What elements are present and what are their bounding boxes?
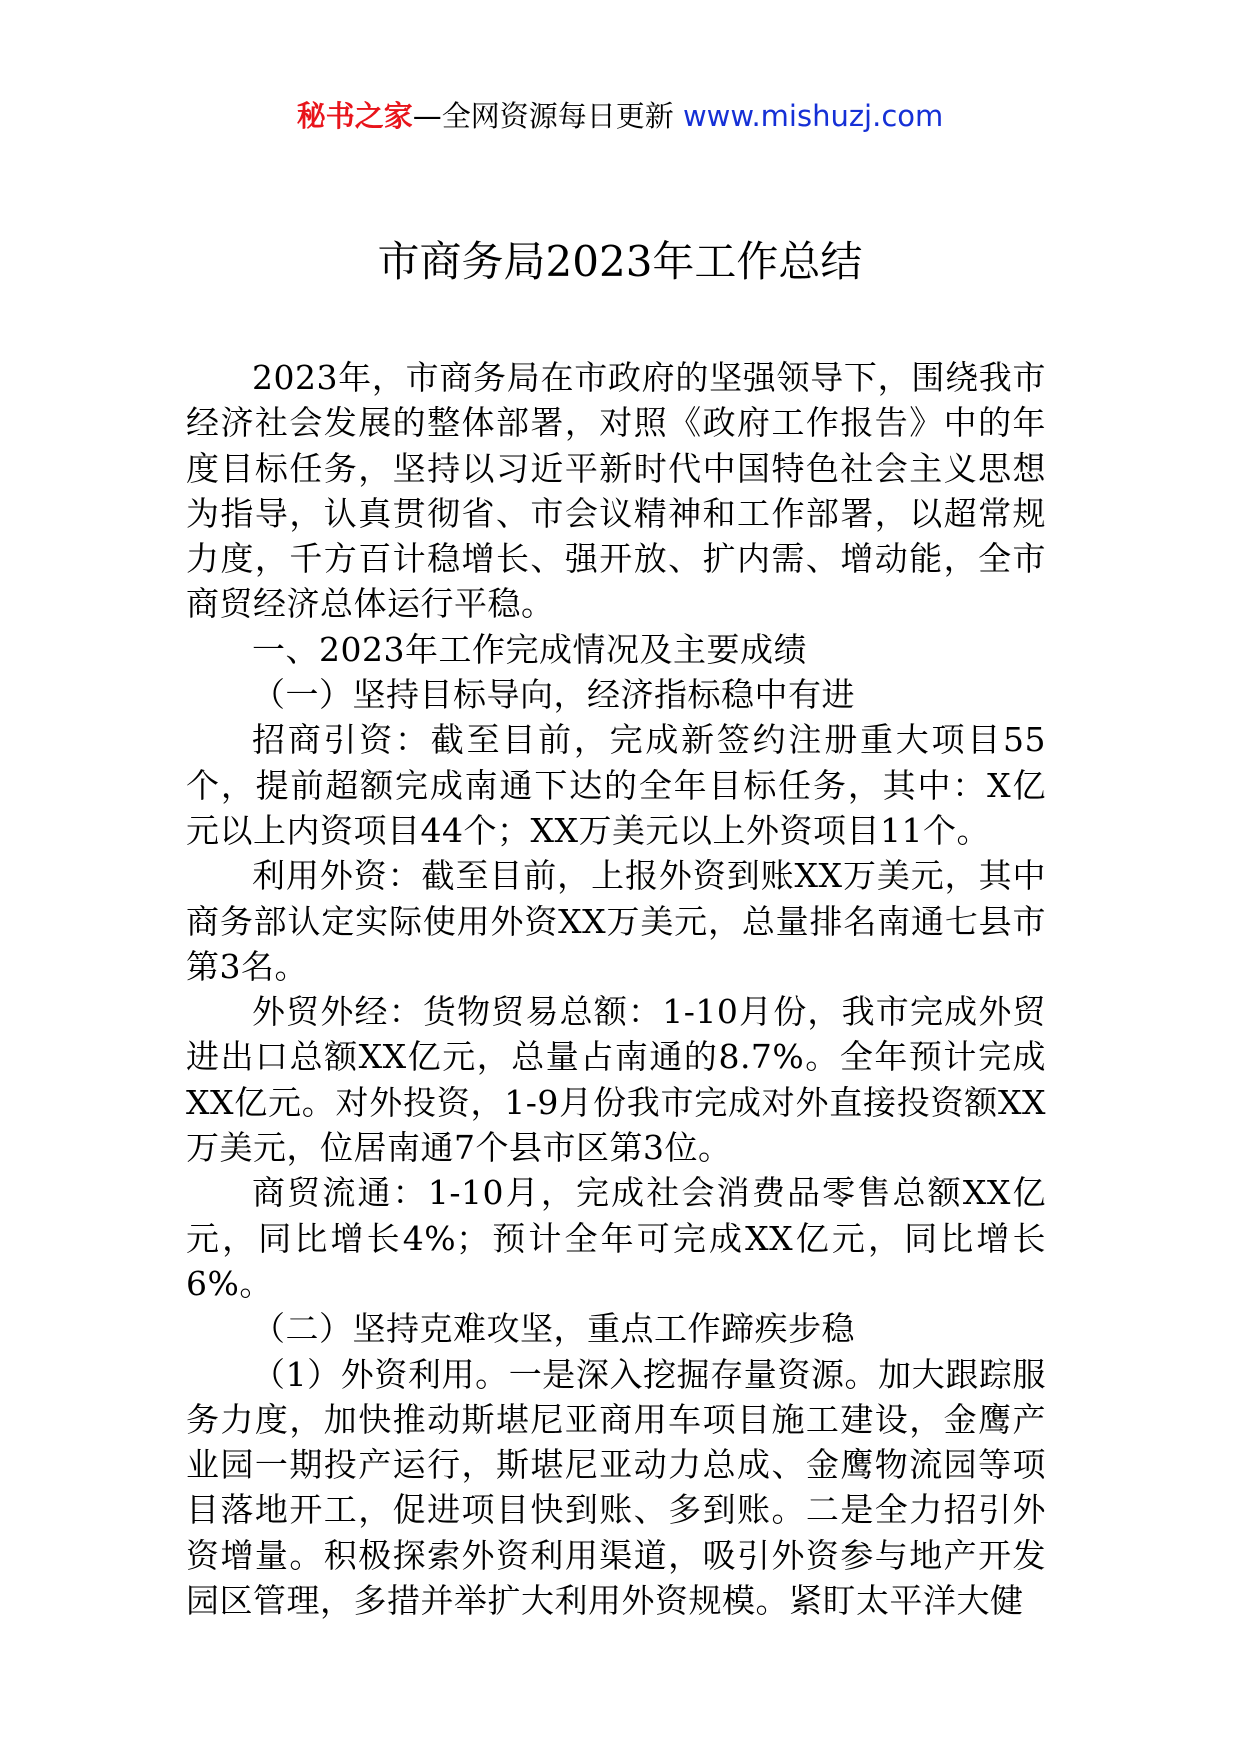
subsection-heading-1: （一）坚持目标导向，经济指标稳中有进 — [252, 675, 855, 715]
site-tagline: —全网资源每日更新 — [412, 99, 674, 133]
document-body — [186, 355, 1046, 1623]
subsection-heading-2: （二）坚持克难攻坚，重点工作蹄疾步稳 — [252, 1309, 855, 1349]
paragraph-foreign-investment-use: （1）外资利用。一是深入挖掘存量资源。加大跟踪服务力度，加快推动斯堪尼亚商用车项目施工建设，金鹰产业园一期投产运行，斯堪尼亚动力总成、金鹰物流园等项目落地开工，促进项目快到账、多到账。二是全力招引外资增量。积极探索外资利用渠道，吸引外资参与地产开发园区管理，多措并举扩大利用外资规模。紧盯太平洋大健 — [186, 1354, 1046, 1621]
section-heading-1: 一、2023年工作完成情况及主要成绩 — [252, 629, 807, 669]
intro-paragraph: 2023年，市商务局在市政府的坚强领导下，围绕我市经济社会发展的整体部署，对照《政府工作报告》中的年度目标任务，坚持以习近平新时代中国特色社会主义思想为指导，认真贯彻省、市会议精神和工作部署，以超常规力度，千方百计稳增长、强开放、扩内需、增动能，全市商贸经济总体运行平稳。 — [186, 358, 1046, 624]
paragraph-foreign-capital: 利用外资：截至目前，上报外资到账XX万美元，其中商务部认定实际使用外资XX万美元，总量排名南通七县市第3名。 — [186, 856, 1046, 986]
paragraph-foreign-trade: 外贸外经：货物贸易总额：1-10月份，我市完成外贸进出口总额XX亿元，总量占南通的8.7%。全年预计完成XX亿元。对外投资，1-9月份我市完成对外直接投资额XX万美元，位居南通7个县市区第3位。 — [186, 992, 1046, 1168]
paragraph-commerce-circulation: 商贸流通：1-10月，完成社会消费品零售总额XX亿元，同比增长4%；预计全年可完成XX亿元，同比增长6%。 — [186, 1173, 1046, 1303]
site-brand: 秘书之家 — [296, 99, 413, 133]
site-header — [0, 96, 1240, 136]
site-url-link[interactable]: www.mishuzj.com — [682, 99, 944, 133]
document-title: 市商务局2023年工作总结 — [377, 237, 863, 286]
paragraph-investment-attraction: 招商引资：截至目前，完成新签约注册重大项目55个，提前超额完成南通下达的全年目标任务，其中：X亿元以上内资项目44个；XX万美元以上外资项目11个。 — [186, 720, 1046, 850]
